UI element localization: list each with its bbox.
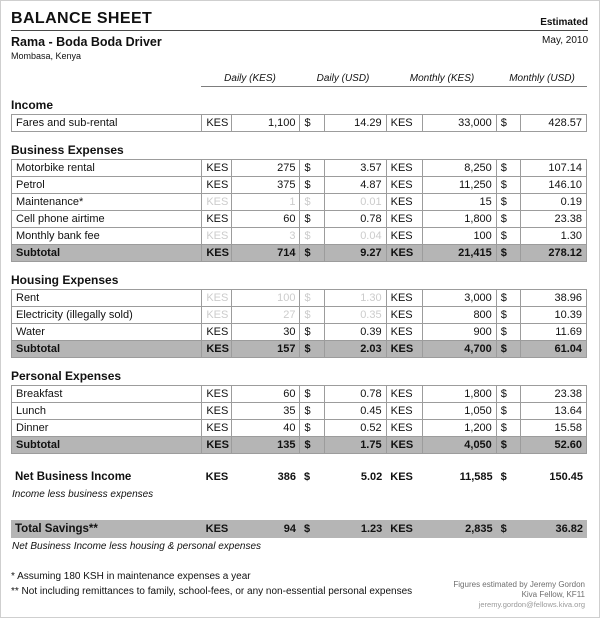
currency-usd-label: $ <box>300 402 324 419</box>
row-label: Petrol <box>12 176 202 193</box>
monthly-kes-value: 33,000 <box>422 114 496 131</box>
currency-usd-label: $ <box>300 114 324 131</box>
monthly-usd-value: 146.10 <box>520 176 586 193</box>
currency-kes-label: KES <box>202 306 232 323</box>
currency-usd-label: $ <box>300 244 324 261</box>
currency-kes-label: KES <box>202 114 232 131</box>
table-row <box>12 159 587 176</box>
table-row <box>12 289 587 306</box>
currency-usd-label: $ <box>496 289 520 306</box>
currency-usd-label: $ <box>300 306 324 323</box>
monthly-usd-value: 150.45 <box>549 470 583 483</box>
currency-usd-label: $ <box>497 520 521 538</box>
currency-usd-label: $ <box>496 436 520 453</box>
estimated-label: Estimated <box>540 17 588 28</box>
monthly-kes-value: 3,000 <box>422 289 496 306</box>
currency-usd-label: $ <box>496 306 520 323</box>
footnote-maintenance: * Assuming 180 KSH in maintenance expenses a year <box>11 570 251 582</box>
currency-kes-label: KES <box>386 520 422 538</box>
currency-kes-label: KES <box>202 193 232 210</box>
currency-kes-label: KES <box>386 306 422 323</box>
currency-usd-label: $ <box>496 244 520 261</box>
currency-usd-label: $ <box>300 289 324 306</box>
credit-role: Kiva Fellow, KF11 <box>521 590 585 599</box>
table-row <box>12 193 587 210</box>
currency-kes-label: KES <box>386 114 422 131</box>
table-row <box>12 402 587 419</box>
monthly-kes-value: 1,050 <box>422 402 496 419</box>
currency-kes-label: KES <box>202 323 232 340</box>
monthly-usd-value: 428.57 <box>520 114 586 131</box>
currency-kes-label: KES <box>202 340 232 357</box>
daily-kes-value: 157 <box>232 340 300 357</box>
daily-kes-value: 40 <box>232 419 300 436</box>
monthly-usd-value: 52.60 <box>520 436 586 453</box>
daily-kes-value: 94 <box>232 520 300 538</box>
monthly-kes-value: 900 <box>422 323 496 340</box>
daily-kes-value: 3 <box>232 227 300 244</box>
table-row <box>12 210 587 227</box>
currency-usd-label: $ <box>496 210 520 227</box>
currency-kes-label: KES <box>386 385 422 402</box>
table-row <box>12 323 587 340</box>
section-table <box>11 114 587 132</box>
monthly-usd-value: 11.69 <box>520 323 586 340</box>
currency-usd-label: $ <box>300 210 324 227</box>
summary-note: Net Business Income less housing & personal expenses <box>12 540 262 552</box>
currency-usd-label: $ <box>496 419 520 436</box>
section-title: Income <box>11 97 54 112</box>
currency-usd-label: $ <box>496 176 520 193</box>
credits <box>453 580 585 610</box>
row-label: Fares and sub-rental <box>12 114 202 131</box>
daily-usd-value: 5.02 <box>360 470 383 483</box>
estimated-date: May, 2010 <box>542 35 588 46</box>
summary-note: Income less business expenses <box>12 488 154 500</box>
daily-kes-value: 27 <box>232 306 300 323</box>
daily-usd-value: 0.52 <box>324 419 386 436</box>
header <box>11 10 588 31</box>
currency-kes-label: KES <box>386 402 422 419</box>
column-header-daily-usd: Daily (USD) <box>299 70 387 86</box>
row-label: Electricity (illegally sold) <box>12 306 202 323</box>
monthly-kes-value: 1,200 <box>422 419 496 436</box>
daily-usd-value: 4.87 <box>324 176 386 193</box>
subtotal-row <box>12 340 587 357</box>
row-label: Rent <box>12 289 202 306</box>
table-row <box>11 468 587 486</box>
table-sections <box>11 98 588 454</box>
currency-usd-label: $ <box>300 419 324 436</box>
table-row <box>12 419 587 436</box>
currency-usd-label: $ <box>496 340 520 357</box>
daily-kes-value: 100 <box>232 289 300 306</box>
monthly-usd-value: 23.38 <box>520 210 586 227</box>
currency-usd-label: $ <box>496 227 520 244</box>
daily-usd-value: 14.29 <box>324 114 386 131</box>
currency-kes-label: KES <box>386 159 422 176</box>
monthly-kes-value: 1,800 <box>422 210 496 227</box>
daily-usd-value: 1.30 <box>324 289 386 306</box>
currency-usd-label: $ <box>303 470 311 483</box>
monthly-usd-value: 13.64 <box>520 402 586 419</box>
section-title: Business Expenses <box>11 142 124 157</box>
section-table <box>11 289 587 358</box>
summary-section <box>11 468 588 552</box>
table-row <box>12 306 587 323</box>
daily-usd-value: 2.03 <box>324 340 386 357</box>
row-label: Cell phone airtime <box>12 210 202 227</box>
currency-kes-label: KES <box>202 520 232 538</box>
monthly-kes-value: 15 <box>422 193 496 210</box>
location: Mombasa, Kenya <box>11 51 82 61</box>
monthly-kes-value: 11,250 <box>422 176 496 193</box>
currency-kes-label: KES <box>386 323 422 340</box>
monthly-kes-value: 8,250 <box>422 159 496 176</box>
currency-kes-label: KES <box>386 176 422 193</box>
currency-kes-label: KES <box>386 289 422 306</box>
currency-usd-label: $ <box>300 385 324 402</box>
currency-kes-label: KES <box>202 227 232 244</box>
daily-usd-value: 0.04 <box>324 227 386 244</box>
currency-kes-label: KES <box>205 470 229 483</box>
daily-kes-value: 1 <box>232 193 300 210</box>
daily-usd-value: 0.78 <box>324 385 386 402</box>
row-label: Lunch <box>12 402 202 419</box>
row-label: Water <box>12 323 202 340</box>
currency-usd-label: $ <box>300 176 324 193</box>
daily-usd-value: 0.45 <box>324 402 386 419</box>
column-header-row <box>11 70 587 87</box>
daily-usd-value: 1.75 <box>324 436 386 453</box>
currency-kes-label: KES <box>202 159 232 176</box>
section-table <box>11 159 587 262</box>
monthly-usd-value: 38.96 <box>520 289 586 306</box>
daily-kes-value: 60 <box>232 210 300 227</box>
monthly-usd-value: 23.38 <box>520 385 586 402</box>
monthly-kes-value: 2,835 <box>422 520 496 538</box>
currency-kes-label: KES <box>390 470 413 483</box>
currency-usd-label: $ <box>300 227 324 244</box>
table-row <box>12 114 587 131</box>
currency-kes-label: KES <box>202 419 232 436</box>
currency-kes-label: KES <box>386 210 422 227</box>
row-label: Breakfast <box>12 385 202 402</box>
currency-usd-label: $ <box>496 193 520 210</box>
table-row <box>12 385 587 402</box>
monthly-usd-value: 107.14 <box>520 159 586 176</box>
currency-kes-label: KES <box>202 289 232 306</box>
table-row <box>12 227 587 244</box>
monthly-usd-value: 61.04 <box>520 340 586 357</box>
monthly-usd-value: 15.58 <box>520 419 586 436</box>
currency-usd-label: $ <box>300 520 324 538</box>
daily-usd-value: 0.35 <box>324 306 386 323</box>
row-label: Motorbike rental <box>12 159 202 176</box>
currency-usd-label: $ <box>496 114 520 131</box>
footnote-remittances: ** Not including remittances to family, school-fees, or any non-essential personal expenses <box>11 585 413 597</box>
daily-usd-value: 0.39 <box>324 323 386 340</box>
row-label: Net Business Income <box>15 470 132 483</box>
daily-kes-value: 275 <box>232 159 300 176</box>
monthly-kes-value: 1,800 <box>422 385 496 402</box>
currency-usd-label: $ <box>500 470 507 483</box>
currency-usd-label: $ <box>496 159 520 176</box>
column-header-monthly-usd: Monthly (USD) <box>497 70 587 86</box>
daily-kes-value: 386 <box>277 470 296 483</box>
row-label: Total Savings** <box>11 520 202 538</box>
daily-kes-value: 714 <box>232 244 300 261</box>
subtotal-row <box>12 244 587 261</box>
currency-usd-label: $ <box>300 323 324 340</box>
monthly-kes-value: 4,700 <box>422 340 496 357</box>
section-title: Housing Expenses <box>11 272 119 287</box>
monthly-usd-value: 36.82 <box>521 520 587 538</box>
subject-row <box>11 35 588 49</box>
credit-author: Figures estimated by Jeremy Gordon <box>453 580 585 589</box>
row-label: Subtotal <box>12 244 202 261</box>
daily-kes-value: 1,100 <box>232 114 300 131</box>
currency-kes-label: KES <box>386 436 422 453</box>
monthly-usd-value: 0.19 <box>520 193 586 210</box>
monthly-usd-value: 10.39 <box>520 306 586 323</box>
subtotal-row <box>12 436 587 453</box>
currency-kes-label: KES <box>202 436 232 453</box>
column-header-spacer <box>11 70 201 86</box>
currency-usd-label: $ <box>300 193 324 210</box>
daily-usd-value: 1.23 <box>324 520 386 538</box>
currency-usd-label: $ <box>496 323 520 340</box>
daily-kes-value: 60 <box>232 385 300 402</box>
column-header-monthly-kes: Monthly (KES) <box>387 70 497 86</box>
daily-kes-value: 35 <box>232 402 300 419</box>
monthly-kes-value: 11,585 <box>459 470 493 483</box>
subject-name: Rama - Boda Boda Driver <box>11 35 162 49</box>
currency-usd-label: $ <box>300 340 324 357</box>
currency-kes-label: KES <box>202 210 232 227</box>
monthly-kes-value: 800 <box>422 306 496 323</box>
monthly-kes-value: 100 <box>422 227 496 244</box>
currency-usd-label: $ <box>300 436 324 453</box>
row-label: Monthly bank fee <box>12 227 202 244</box>
currency-kes-label: KES <box>202 244 232 261</box>
row-label: Dinner <box>12 419 202 436</box>
section-table <box>11 385 587 454</box>
row-label: Maintenance* <box>12 193 202 210</box>
monthly-kes-value: 21,415 <box>422 244 496 261</box>
daily-usd-value: 0.78 <box>324 210 386 227</box>
section-title: Personal Expenses <box>11 368 122 383</box>
currency-usd-label: $ <box>300 159 324 176</box>
currency-kes-label: KES <box>202 385 232 402</box>
column-header-daily-kes: Daily (KES) <box>201 70 299 86</box>
currency-kes-label: KES <box>386 340 422 357</box>
currency-kes-label: KES <box>202 176 232 193</box>
monthly-usd-value: 1.30 <box>520 227 586 244</box>
currency-usd-label: $ <box>496 385 520 402</box>
daily-kes-value: 30 <box>232 323 300 340</box>
table-row <box>12 176 587 193</box>
daily-usd-value: 0.01 <box>324 193 386 210</box>
row-label: Subtotal <box>12 340 202 357</box>
monthly-usd-value: 278.12 <box>520 244 586 261</box>
currency-kes-label: KES <box>202 402 232 419</box>
daily-usd-value: 3.57 <box>324 159 386 176</box>
currency-kes-label: KES <box>386 419 422 436</box>
currency-kes-label: KES <box>386 227 422 244</box>
currency-kes-label: KES <box>386 244 422 261</box>
currency-usd-label: $ <box>496 402 520 419</box>
row-label: Subtotal <box>12 436 202 453</box>
daily-kes-value: 135 <box>232 436 300 453</box>
monthly-kes-value: 4,050 <box>422 436 496 453</box>
currency-kes-label: KES <box>386 193 422 210</box>
total-savings-table <box>11 520 587 538</box>
table-row <box>11 520 587 538</box>
net-income-table <box>11 468 587 486</box>
page-title: BALANCE SHEET <box>11 10 153 27</box>
daily-usd-value: 9.27 <box>324 244 386 261</box>
credit-email: jeremy.gordon@fellows.kiva.org <box>478 600 585 609</box>
daily-kes-value: 375 <box>232 176 300 193</box>
